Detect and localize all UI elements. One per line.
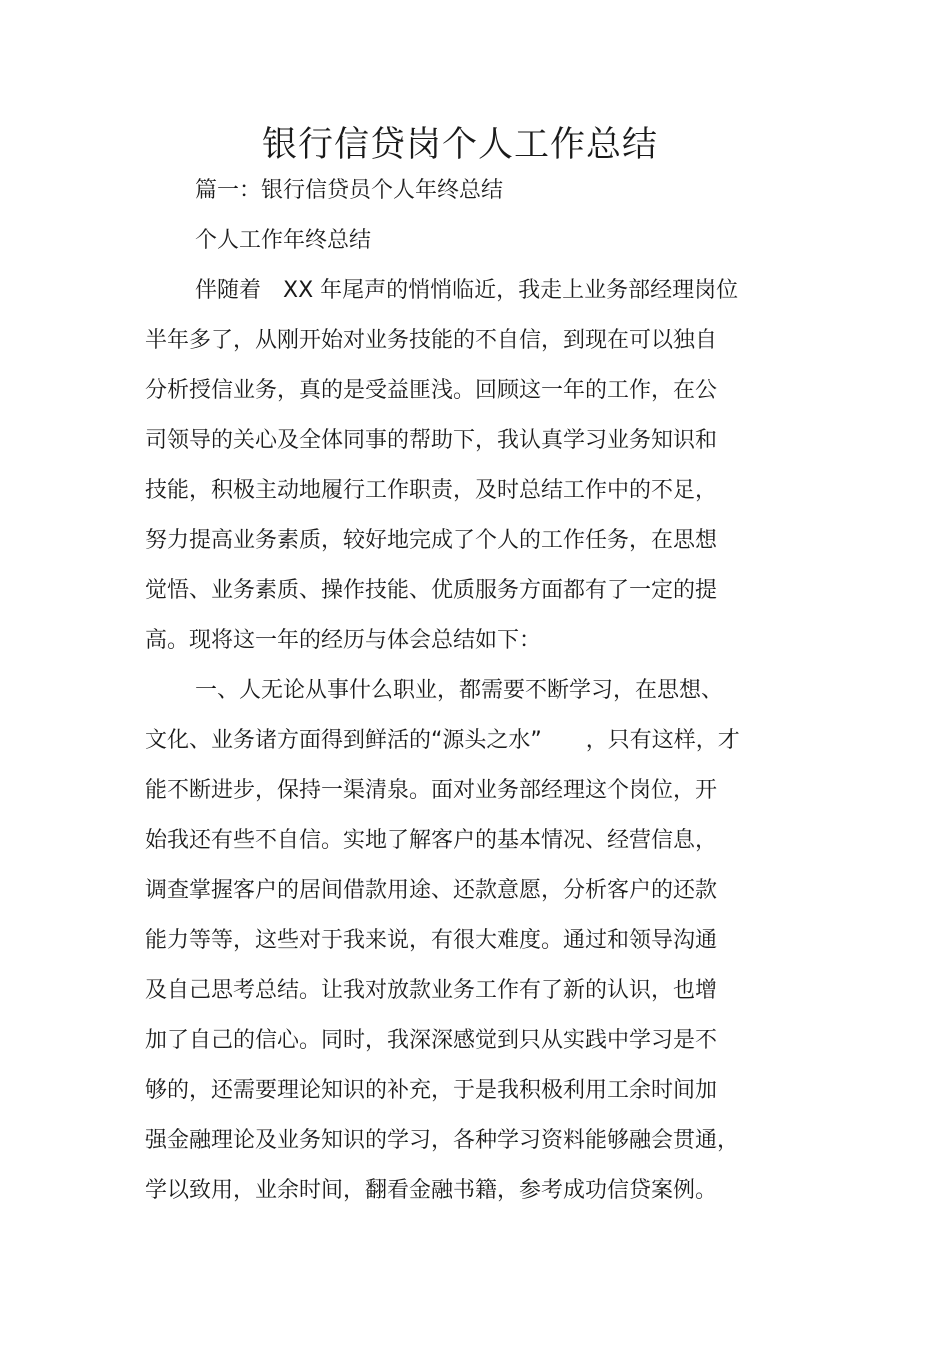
paragraph2-line: 文化、业务诸方面得到鲜活的“源头之水” ，只有这样，才	[145, 728, 740, 753]
paragraph2-line: 强金融理论及业务知识的学习，各种学习资料能够融会贯通，	[145, 1128, 740, 1153]
paragraph2-line: 调查掌握客户的居间借款用途、还款意愿，分析客户的还款	[145, 878, 718, 903]
paragraph1-line: 觉悟、业务素质、操作技能、优质服务方面都有了一定的提	[145, 578, 718, 603]
section-heading: 个人工作年终总结	[195, 228, 372, 253]
paragraph2-line: 加了自己的信心。同时，我深深感觉到只从实践中学习是不	[145, 1028, 718, 1053]
paragraph1-line: 努力提高业务素质，较好地完成了个人的工作任务，在思想	[145, 528, 718, 553]
document-title: 银行信贷岗个人工作总结	[261, 125, 658, 165]
paragraph2-line: 及自己思考总结。让我对放款业务工作有了新的认识，也增	[145, 978, 718, 1003]
paragraph1-line: 分析授信业务，真的是受益匪浅。回顾这一年的工作，在公	[145, 378, 718, 403]
paragraph1-line: 技能，积极主动地履行工作职责，及时总结工作中的不足，	[145, 478, 718, 503]
paragraph2-line: 够的，还需要理论知识的补充，于是我积极利用工余时间加	[145, 1078, 718, 1103]
paragraph1-line: 高。现将这一年的经历与体会总结如下：	[145, 628, 542, 653]
paragraph1-line: 半年多了，从刚开始对业务技能的不自信，到现在可以独自	[145, 328, 718, 353]
paragraph2-line: 始我还有些不自信。实地了解客户的基本情况、经营信息，	[145, 828, 718, 853]
paragraph2-line: 能力等等，这些对于我来说，有很大难度。通过和领导沟通	[145, 928, 718, 953]
paragraph1-line: 伴随着 XX 年尾声的悄悄临近，我走上业务部经理岗位	[195, 278, 739, 303]
paragraph2-line: 一、人无论从事什么职业，都需要不断学习，在思想、	[195, 678, 724, 703]
paragraph2-line: 能不断进步，保持一渠清泉。面对业务部经理这个岗位，开	[145, 778, 718, 803]
subtitle: 篇一：银行信贷员个人年终总结	[195, 178, 504, 203]
paragraph1-line: 司领导的关心及全体同事的帮助下，我认真学习业务知识和	[145, 428, 718, 453]
paragraph2-line: 学以致用，业余时间，翻看金融书籍，参考成功信贷案例。	[145, 1178, 718, 1203]
